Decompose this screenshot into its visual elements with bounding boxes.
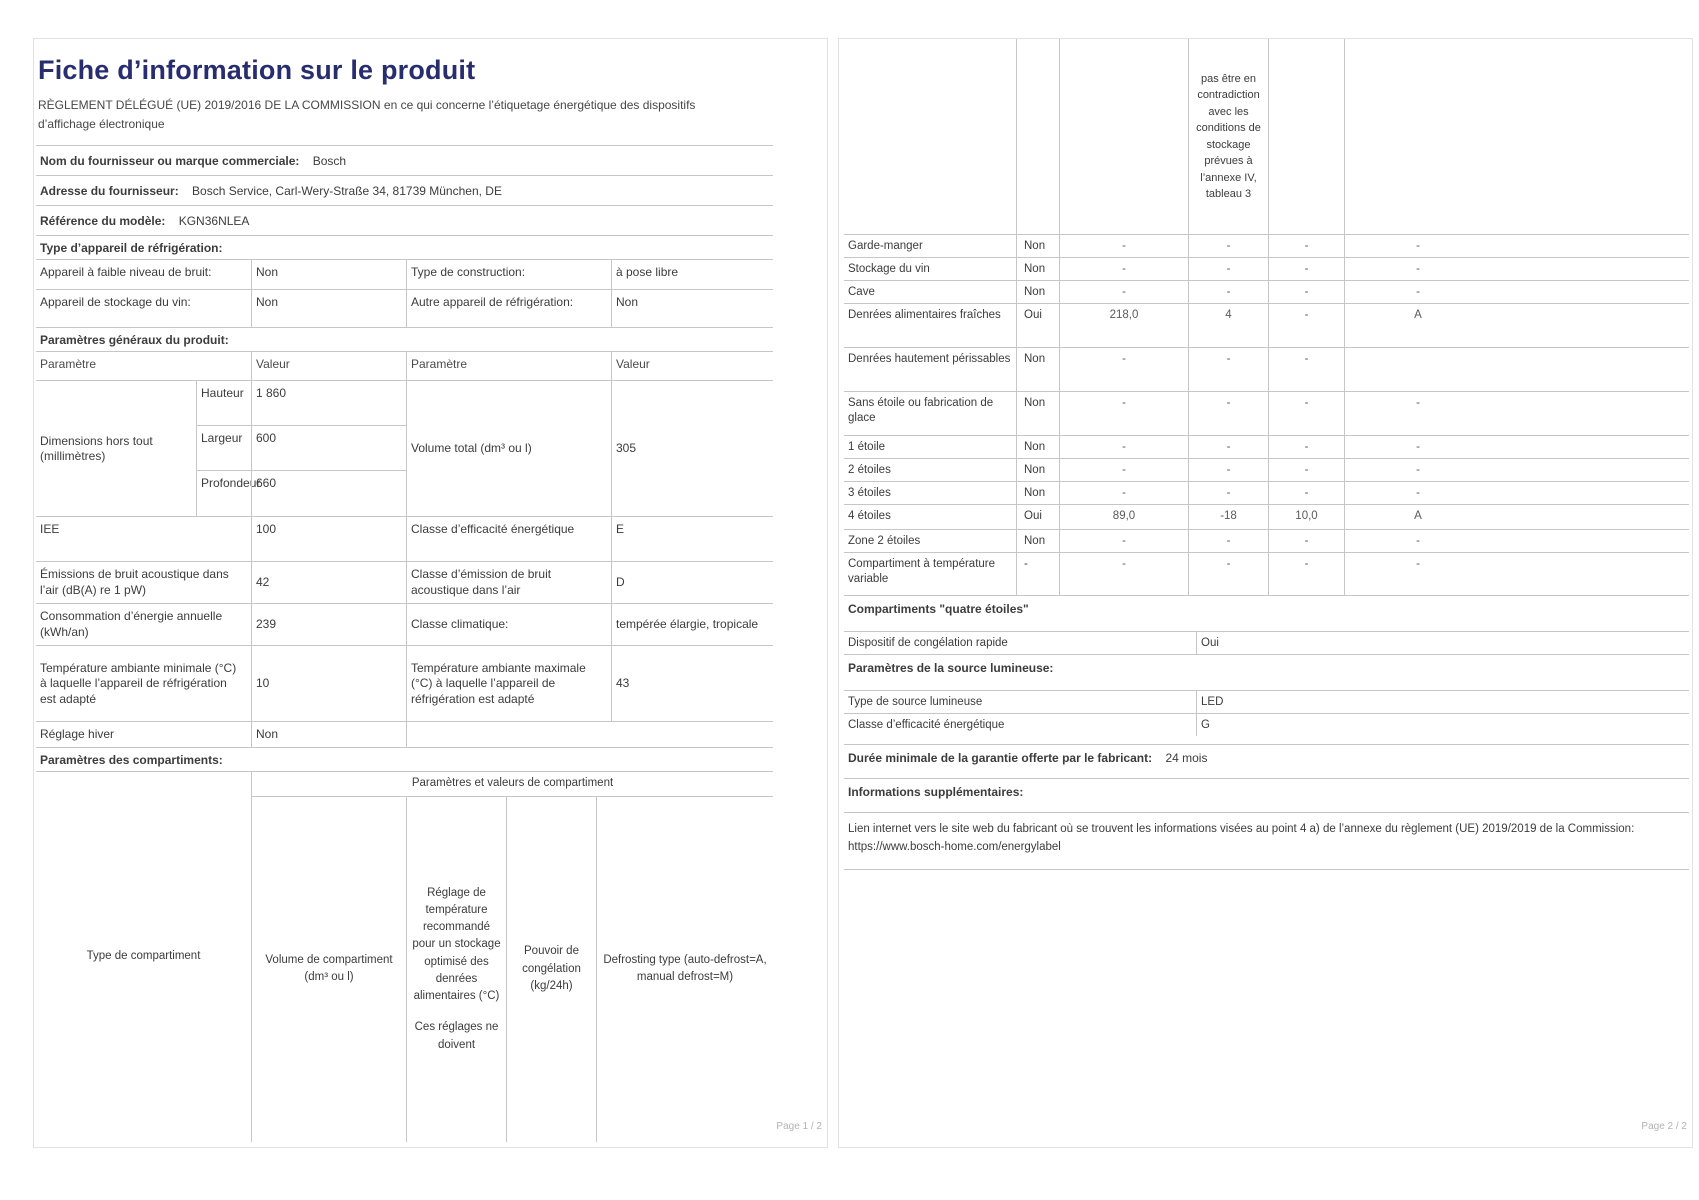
compartment-row-3-etoiles <box>844 481 1689 504</box>
compartment-row-denrees-fraiches <box>844 303 1689 347</box>
empty-cell <box>1491 348 1689 391</box>
compartment-temperature: - <box>1188 392 1268 435</box>
compartment-defrost-type: - <box>1344 553 1491 595</box>
compartment-temperature: -18 <box>1188 505 1268 529</box>
compartment-row-zone-2-etoiles <box>844 529 1689 552</box>
light-type-row <box>844 690 1689 713</box>
empty-cell <box>1491 436 1689 458</box>
compartment-defrost-type: - <box>1344 281 1491 303</box>
compartment-volume: 218,0 <box>1059 304 1188 347</box>
compartment-row-denrees-perissables <box>844 347 1689 391</box>
compartment-volume: - <box>1059 235 1188 257</box>
page-2 <box>838 38 1693 1148</box>
fast-freeze-value: Oui <box>1196 632 1689 654</box>
compartment-defrost-type: - <box>1344 482 1491 504</box>
compartment-type: Garde-manger <box>848 240 923 252</box>
temp-min-value: 10 <box>251 646 406 721</box>
climate-class-value: tempérée élargie, tropicale <box>611 604 773 645</box>
empty-cell <box>1491 459 1689 481</box>
empty-cell <box>1491 505 1689 529</box>
compartment-present: Oui <box>1016 505 1059 529</box>
compartments-table-header <box>36 771 773 1142</box>
low-noise-row <box>36 259 773 289</box>
compartment-temperature: - <box>1188 482 1268 504</box>
eei-label: IEE <box>40 522 60 537</box>
low-noise-label: Appareil à faible niveau de bruit: <box>40 265 212 280</box>
climate-class-label: Classe climatique: <box>406 604 611 645</box>
compartment-defrost-type: A <box>1344 505 1491 529</box>
defrosting-type-column-header: Defrosting type (auto-defrost=A, manual defrost=M) <box>596 797 773 1142</box>
compartment-row-temperature-variable <box>844 552 1689 595</box>
compartment-present: Non <box>1016 235 1059 257</box>
noise-row <box>36 561 773 603</box>
width-label: Largeur <box>196 426 251 471</box>
height-label: Hauteur <box>196 381 251 426</box>
energy-class-label: Classe d’efficacité énergétique <box>406 517 611 561</box>
empty-cell <box>1491 304 1689 347</box>
compartment-present: Non <box>1016 392 1059 435</box>
compartments-section-heading: Paramètres des compartiments: <box>36 747 773 771</box>
energy-consumption-row <box>36 603 773 645</box>
temperature-setting-note-continued: pas être en contradiction avec les conditions de stockage prévues à l’annexe IV, tableau 3 <box>1188 39 1268 234</box>
compartment-defrost-type: - <box>1344 258 1491 280</box>
manufacturer-link-text: Lien internet vers le site web du fabricant où se trouvent les informations visées au point 4 a) de l’annexe du règlement (UE) 2019/2019 de la Commission: https://www.bosch-home.com/energylabel <box>844 812 1689 870</box>
compartment-freezing-capacity: - <box>1268 436 1344 458</box>
wine-storage-value: Non <box>251 290 406 327</box>
compartment-type: Cave <box>848 286 875 298</box>
model-reference-value: KGN36NLEA <box>178 214 250 229</box>
temp-min-label: Température ambiante minimale (°C) à laquelle l’appareil de réfrigération est adapté <box>40 660 237 706</box>
energy-consumption-value: 239 <box>251 604 406 645</box>
wine-storage-row <box>36 289 773 327</box>
compartment-type: Compartiment à température variable <box>848 558 996 585</box>
compartment-present: Non <box>1016 459 1059 481</box>
compartment-defrost-type <box>1344 348 1491 391</box>
compartment-volume: - <box>1059 482 1188 504</box>
compartments-header-continuation <box>844 39 1689 234</box>
regulation-text: RÈGLEMENT DÉLÉGUÉ (UE) 2019/2016 DE LA COMMISSION en ce qui concerne l’étiquetage énergétique des dispositifs d’affichage électronique <box>38 98 696 131</box>
compartment-volume: - <box>1059 459 1188 481</box>
compartment-freezing-capacity: - <box>1268 530 1344 552</box>
compartment-present: Non <box>1016 482 1059 504</box>
light-type-value: LED <box>1196 691 1689 713</box>
compartment-temperature: - <box>1188 530 1268 552</box>
light-source-section-heading: Paramètres de la source lumineuse: <box>844 654 1689 680</box>
supplier-address-value: Bosch Service, Carl-Wery-Straße 34, 81739 München, DE <box>192 184 502 199</box>
compartment-type: Denrées alimentaires fraîches <box>848 309 1001 321</box>
compartment-row-1-etoile <box>844 435 1689 458</box>
light-class-label: Classe d’efficacité énergétique <box>848 719 1005 731</box>
eei-row <box>36 516 773 561</box>
additional-info-section-heading: Informations supplémentaires: <box>844 778 1689 804</box>
empty-cell <box>1491 530 1689 552</box>
page-title: Fiche d’information sur le produit <box>38 55 476 85</box>
compartment-row-garde-manger <box>844 234 1689 257</box>
compartment-params-column-header: Paramètres et valeurs de compartiment <box>251 772 773 797</box>
dimensions-label: Dimensions hors tout (millimètres) <box>40 433 153 464</box>
freezing-capacity-column-header: Pouvoir de congélation (kg/24h) <box>506 797 596 1142</box>
supplier-address-row <box>36 175 773 205</box>
compartment-present: - <box>1016 553 1059 595</box>
noise-value: 42 <box>251 562 406 603</box>
compartment-type: Sans étoile ou fabrication de glace <box>848 397 994 424</box>
compartment-freezing-capacity: 10,0 <box>1268 505 1344 529</box>
page-1-content <box>36 55 773 1142</box>
compartment-defrost-type: - <box>1344 235 1491 257</box>
compartment-freezing-capacity: - <box>1268 459 1344 481</box>
compartment-type: Stockage du vin <box>848 263 930 275</box>
compartment-row-stockage-vin <box>844 257 1689 280</box>
empty-cell <box>1491 258 1689 280</box>
temperature-setting-text: Réglage de température recommandé pour un stockage optimisé des denrées alimentaires (°C) <box>412 886 501 1003</box>
warranty-row <box>844 744 1689 770</box>
general-section-heading: Paramètres généraux du produit: <box>36 327 773 351</box>
compartment-row-4-etoiles <box>844 504 1689 529</box>
model-reference-row <box>36 205 773 235</box>
light-class-value: G <box>1196 714 1689 736</box>
compartment-row-cave <box>844 280 1689 303</box>
compartment-row-2-etoiles <box>844 458 1689 481</box>
warranty-value: 24 mois <box>1165 751 1208 765</box>
noise-class-label: Classe d’émission de bruit acoustique dans l’air <box>406 562 611 603</box>
general-table-header <box>36 351 773 380</box>
empty-cell <box>1059 39 1188 234</box>
other-appliance-label: Autre appareil de réfrigération: <box>406 290 611 327</box>
compartment-freezing-capacity: - <box>1268 281 1344 303</box>
compartment-volume: - <box>1059 348 1188 391</box>
compartment-temperature: - <box>1188 553 1268 595</box>
compartment-temperature: - <box>1188 348 1268 391</box>
winter-setting-value: Non <box>251 722 406 747</box>
compartment-volume: - <box>1059 281 1188 303</box>
compartment-freezing-capacity: - <box>1268 553 1344 595</box>
compartment-freezing-capacity: - <box>1268 258 1344 280</box>
compartment-present: Non <box>1016 436 1059 458</box>
compartment-type: Denrées hautement périssables <box>848 353 1011 365</box>
empty-cell <box>1491 235 1689 257</box>
compartment-present: Non <box>1016 281 1059 303</box>
compartment-type: Zone 2 étoiles <box>848 535 921 547</box>
depth-label: Profondeur <box>196 471 251 516</box>
fast-freeze-label: Dispositif de congélation rapide <box>848 637 1008 649</box>
supplier-address-label: Adresse du fournisseur: <box>40 184 179 199</box>
empty-cell <box>1268 39 1344 234</box>
warranty-label: Durée minimale de la garantie offerte par le fabricant: <box>848 751 1153 765</box>
compartment-type: 3 étoiles <box>848 487 891 499</box>
model-reference-label: Référence du modèle: <box>40 214 166 229</box>
compartment-defrost-type: - <box>1344 436 1491 458</box>
compartment-temperature: - <box>1188 459 1268 481</box>
compartment-temperature: - <box>1188 235 1268 257</box>
compartment-type-column-header: Type de compartiment <box>86 950 201 963</box>
supplier-name-row <box>36 145 773 175</box>
page-1-footer: Page 1 / 2 <box>776 1121 822 1132</box>
page-1 <box>33 38 828 1148</box>
temp-max-label: Température ambiante maximale (°C) à laquelle l’appareil de réfrigération est adapté <box>406 646 611 721</box>
compartment-volume: 89,0 <box>1059 505 1188 529</box>
winter-setting-label: Réglage hiver <box>40 727 115 742</box>
empty-cell <box>844 39 1016 234</box>
column-header-value: Valeur <box>251 352 406 380</box>
light-type-label: Type de source lumineuse <box>848 696 983 708</box>
compartment-defrost-type: - <box>1344 530 1491 552</box>
four-star-section-heading: Compartiments "quatre étoiles" <box>844 595 1689 621</box>
column-header-parameter: Paramètre <box>406 352 611 380</box>
compartment-volume: - <box>1059 436 1188 458</box>
temp-max-value: 43 <box>611 646 773 721</box>
compartment-present: Non <box>1016 258 1059 280</box>
empty-cell <box>1491 281 1689 303</box>
winter-setting-row <box>36 721 773 747</box>
compartment-present: Non <box>1016 348 1059 391</box>
eei-value: 100 <box>251 517 406 561</box>
page-2-footer: Page 2 / 2 <box>1641 1121 1687 1132</box>
compartment-temperature: 4 <box>1188 304 1268 347</box>
total-volume-value: 305 <box>611 381 773 516</box>
compartment-volume: - <box>1059 553 1188 595</box>
column-header-parameter: Paramètre <box>40 357 97 372</box>
wine-storage-label: Appareil de stockage du vin: <box>40 295 191 310</box>
low-noise-value: Non <box>251 260 406 289</box>
fast-freeze-row <box>844 631 1689 654</box>
compartment-volume: - <box>1059 530 1188 552</box>
compartment-temperature-column-header <box>406 797 506 1142</box>
compartment-volume-column-header: Volume de compartiment (dm³ ou l) <box>251 797 406 1142</box>
type-section-heading: Type d’appareil de réfrigération: <box>36 235 773 259</box>
empty-cell <box>1491 392 1689 435</box>
supplier-name-value: Bosch <box>312 154 347 169</box>
noise-label: Émissions de bruit acoustique dans l’air (dB(A) re 1 pW) <box>40 567 229 597</box>
height-value: 1 860 <box>251 381 406 426</box>
empty-cell <box>406 722 611 747</box>
other-appliance-value: Non <box>611 290 773 327</box>
compartment-row-sans-etoile <box>844 391 1689 435</box>
compartment-temperature: - <box>1188 281 1268 303</box>
empty-cell <box>1016 39 1059 234</box>
energy-consumption-label: Consommation d’énergie annuelle (kWh/an) <box>40 609 223 639</box>
supplier-name-label: Nom du fournisseur ou marque commerciale: <box>40 154 300 169</box>
construction-type-label: Type de construction: <box>406 260 611 289</box>
ambient-temperature-row <box>36 645 773 721</box>
compartment-type: 2 étoiles <box>848 464 891 476</box>
compartment-temperature: - <box>1188 436 1268 458</box>
compartment-freezing-capacity: - <box>1268 304 1344 347</box>
empty-cell <box>1491 553 1689 595</box>
temperature-setting-note: Ces réglages ne doivent <box>414 1021 499 1051</box>
compartment-freezing-capacity: - <box>1268 392 1344 435</box>
compartment-defrost-type: - <box>1344 392 1491 435</box>
empty-cell <box>1491 482 1689 504</box>
energy-class-value: E <box>611 517 773 561</box>
compartment-volume: - <box>1059 258 1188 280</box>
compartment-type: 1 étoile <box>848 441 886 453</box>
compartment-temperature: - <box>1188 258 1268 280</box>
compartment-present: Oui <box>1016 304 1059 347</box>
compartment-present: Non <box>1016 530 1059 552</box>
empty-cell <box>1344 39 1491 234</box>
page-2-content <box>844 39 1689 870</box>
width-value: 600 <box>251 426 406 471</box>
light-class-row <box>844 713 1689 736</box>
compartment-volume: - <box>1059 392 1188 435</box>
compartment-freezing-capacity: - <box>1268 235 1344 257</box>
empty-cell <box>611 722 773 747</box>
compartment-defrost-type: - <box>1344 459 1491 481</box>
compartment-defrost-type: A <box>1344 304 1491 347</box>
depth-value: 660 <box>251 471 406 516</box>
total-volume-label: Volume total (dm³ ou l) <box>406 381 611 516</box>
empty-cell <box>1491 39 1689 234</box>
construction-type-value: à pose libre <box>611 260 773 289</box>
dimensions-row <box>36 380 773 516</box>
noise-class-value: D <box>611 562 773 603</box>
column-header-value: Valeur <box>611 352 773 380</box>
compartment-freezing-capacity: - <box>1268 482 1344 504</box>
compartment-type: 4 étoiles <box>848 510 891 522</box>
compartment-freezing-capacity: - <box>1268 348 1344 391</box>
